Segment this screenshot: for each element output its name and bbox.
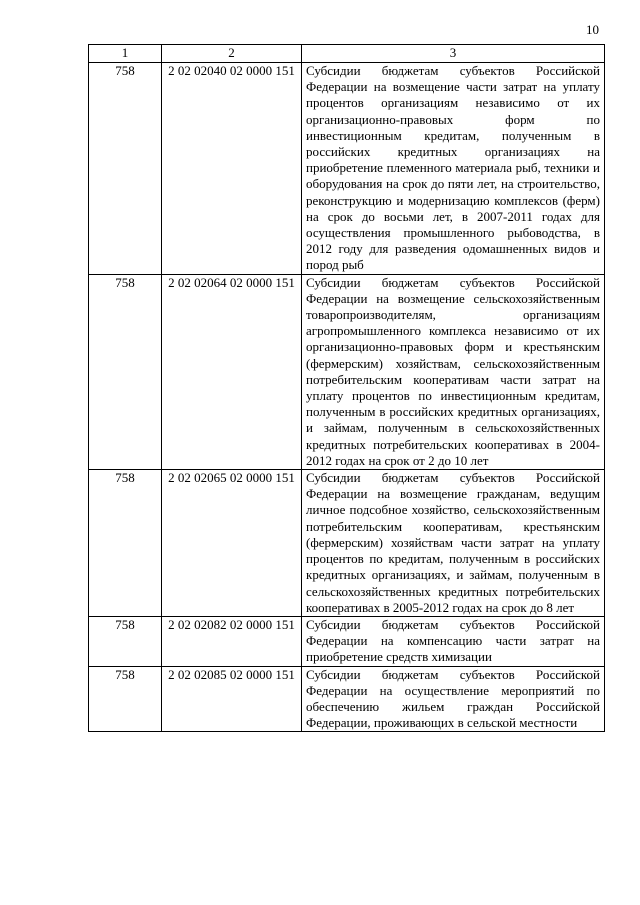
table-row (89, 666, 605, 732)
table-row (89, 616, 605, 666)
budget-code-cell: 2 02 02064 02 0000 151 (162, 274, 302, 469)
table-row (89, 470, 605, 617)
description-cell: Субсидии бюджетам субъектов Российской Федерации на возмещение гражданам, ведущим личное подсобное хозяйство, сельскохозяйственным потребительским кооперативам, крестьянским (фермерским) хозяйствам части затрат на уплату процентов по кредитам, полученным в российских кредитных организациях, и займам, полученным в сельскохозяйственных кредитных потребительских кооперативах в 2005-2012 годах на срок до 8 лет (302, 470, 605, 617)
column-header-2: 2 (162, 45, 302, 63)
admin-code-cell: 758 (89, 63, 162, 275)
description-cell: Субсидии бюджетам субъектов Российской Федерации на возмещение сельскохозяйственным товаропроизводителям, организациям агропромышленного комплекса независимо от их организационно-правовых форм и крестьянским (фермерским) хозяйствам, сельскохозяйственным потребительским кооперативам части затрат на уплату процентов по инвестиционным кредитам, полученным в российских кредитных организациях, и займам, полученным в сельскохозяйственных кредитных потребительских кооперативах в 2004-2012 годах на срок от 2 до 10 лет (302, 274, 605, 469)
budget-code-cell: 2 02 02065 02 0000 151 (162, 470, 302, 617)
description-cell: Субсидии бюджетам субъектов Российской Федерации на компенсацию части затрат на приобретение средств химизации (302, 616, 605, 666)
description-cell: Субсидии бюджетам субъектов Российской Федерации на возмещение части затрат на уплату процентов организациям независимо от их организационно-правовых форм по инвестиционным кредитам, полученным в российских кредитных организациях на приобретение племенного материала рыб, техники и оборудования на срок до пяти лет, на строительство, реконструкцию и модернизацию комплексов (ферм) на срок до восьми лет, в 2007-2011 годах для осуществления промышленного рыбоводства, в 2012 году для разведения одомашненных видов и пород рыб (302, 63, 605, 275)
budget-codes-table (88, 44, 605, 732)
page-number: 10 (586, 22, 599, 37)
description-cell: Субсидии бюджетам субъектов Российской Федерации на осуществление мероприятий по обеспечению жильем граждан Российской Федерации, проживающих в сельской местности (302, 666, 605, 732)
admin-code-cell: 758 (89, 616, 162, 666)
table-row (89, 63, 605, 275)
admin-code-cell: 758 (89, 470, 162, 617)
budget-code-cell: 2 02 02085 02 0000 151 (162, 666, 302, 732)
admin-code-cell: 758 (89, 274, 162, 469)
budget-code-cell: 2 02 02082 02 0000 151 (162, 616, 302, 666)
admin-code-cell: 758 (89, 666, 162, 732)
table-header-row (89, 45, 605, 63)
column-header-3: 3 (302, 45, 605, 63)
budget-code-cell: 2 02 02040 02 0000 151 (162, 63, 302, 275)
table-row (89, 274, 605, 469)
column-header-1: 1 (89, 45, 162, 63)
